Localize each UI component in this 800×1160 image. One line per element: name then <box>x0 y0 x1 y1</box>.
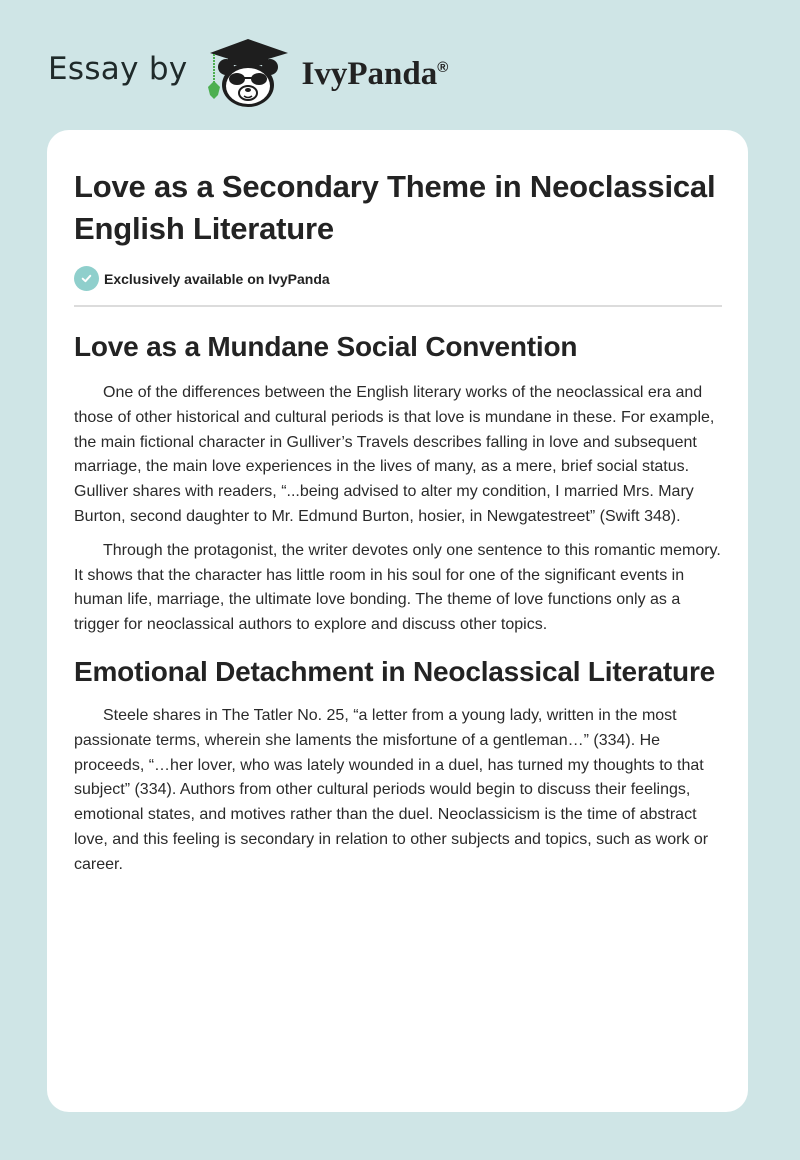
paragraph: Through the protagonist, the writer devotes only one sentence to this romantic memory. It shows that the character has little room in his soul for one of the significant events in human life, marriage, the ultimate love bonding. The theme of love functions only as a trigger for neoclassical authors to explore and discuss other topics. <box>74 541 721 634</box>
site-header <box>48 36 448 108</box>
exclusive-badge <box>74 266 722 291</box>
check-circle-icon <box>74 266 99 291</box>
section-heading: Love as a Mundane Social Convention <box>74 331 578 362</box>
paragraph: One of the differences between the English literary works of the neoclassical era and those of other historical and cultural periods is that love is mundane in these. For example, the main fictional character in Gulliver’s Travels describes falling in love and subsequent marriage, the main love experiences in the lives of many, as a mere, brief social status. Gulliver shares with readers, “...being advised to alter my condition, I married Mrs. Mary Burton, second daughter to Mr. Edmund Burton, hosier, in Newgatestreet” (Swift 348). <box>74 384 715 525</box>
brand-name[interactable]: IvyPanda® <box>301 55 449 92</box>
section-heading: Emotional Detachment in Neoclassical Literature <box>74 655 716 687</box>
exclusive-badge-text: Exclusively available on IvyPanda <box>104 270 330 287</box>
article-card <box>47 130 748 1112</box>
section-emotional-detachment <box>74 652 722 878</box>
article-title: Love as a Secondary Theme in Neoclassical English Literature <box>74 169 716 246</box>
title-divider <box>74 305 722 307</box>
paragraph: Steele shares in The Tatler No. 25, “a letter from a young lady, written in the most passionate terms, wherein she laments the misfortune of a gentleman…” (334). He proceeds, “…her lover, who was lately wounded in a duel, has turned my thoughts to that subject” (334). Authors from other cultural periods would begin to discuss their feelings, emotional states, and motives rather than the duel. Neoclassicism is the time of abstract love, and this feeling is secondary in relation to other subjects and topics, such as work or career. <box>74 706 709 873</box>
ivypanda-logo-icon[interactable] <box>202 35 294 109</box>
essay-by-label: Essay by <box>48 51 188 87</box>
registered-mark: ® <box>437 58 449 76</box>
section-mundane-social-convention <box>74 327 722 638</box>
